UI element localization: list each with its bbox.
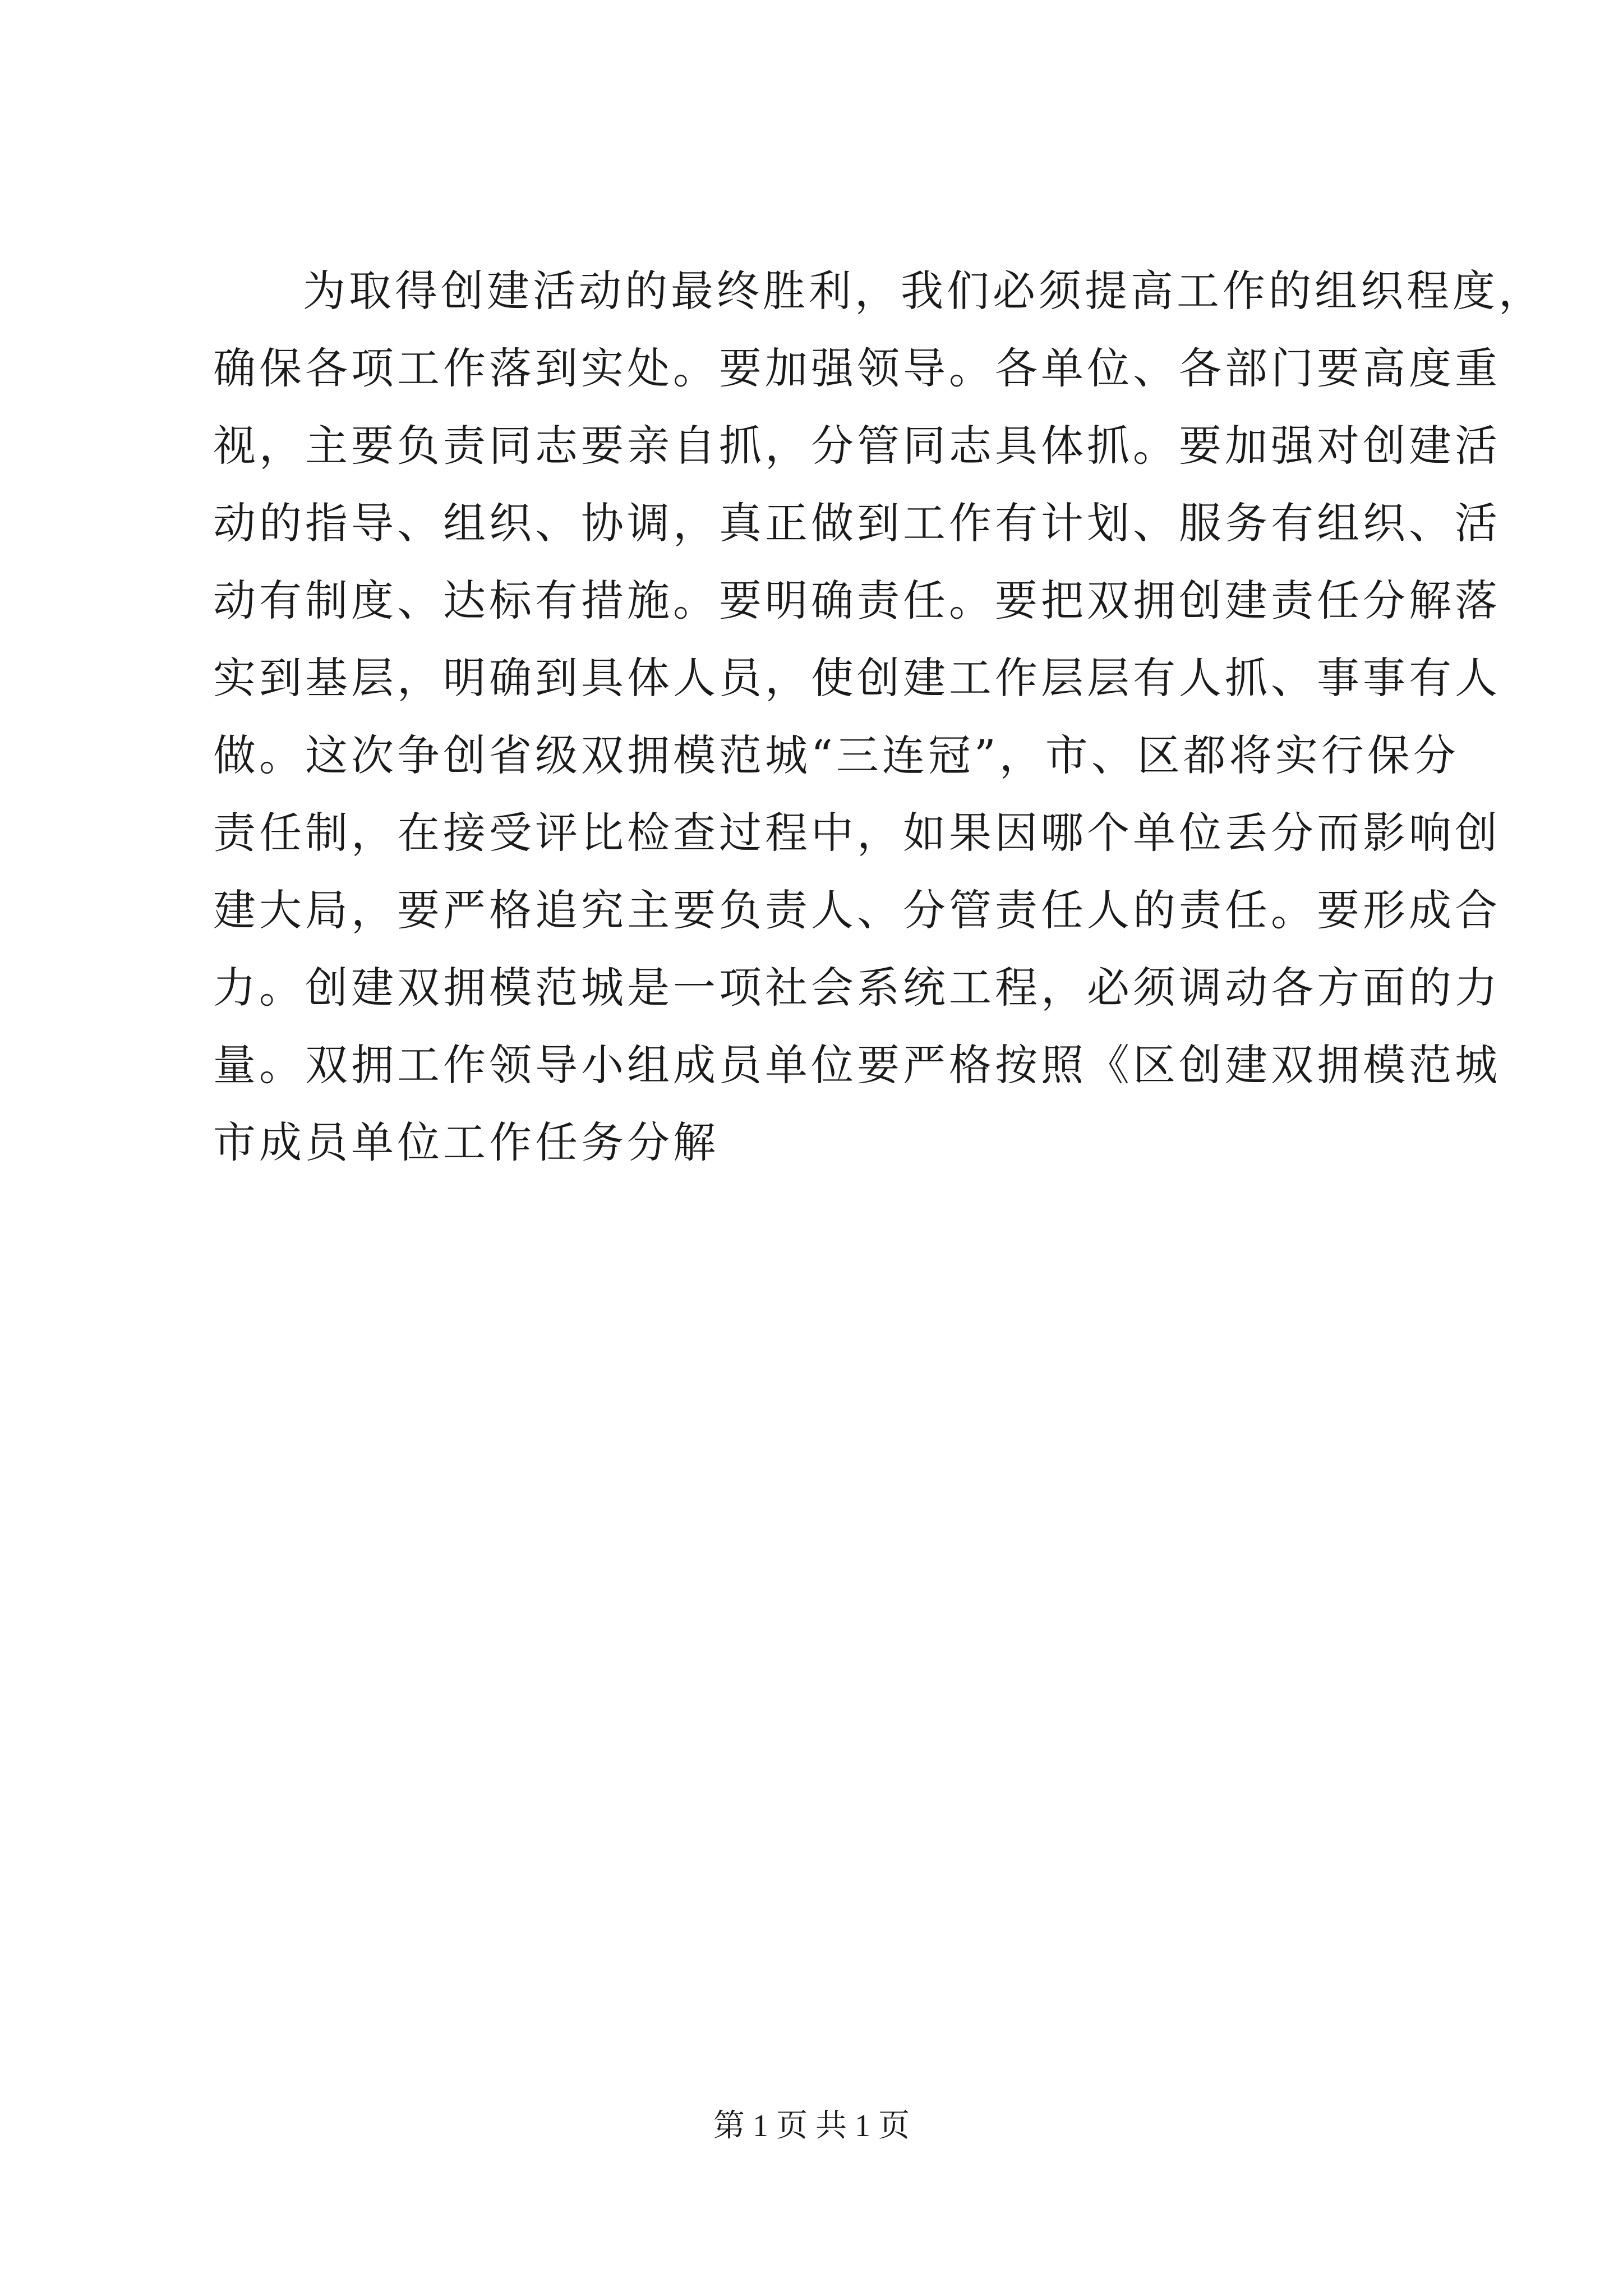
paragraph-line: 量。双拥工作领导小组成员单位要严格按照《区创建双拥模范城 (213, 1040, 1501, 1090)
paragraph-line: 建大局，要严格追究主要负责人、分管责任人的责任。要形成合 (213, 885, 1501, 935)
paragraph-line: 确保各项工作落到实处。要加强领导。各单位、各部门要高度重 (213, 343, 1501, 393)
paragraph-line: 责任制，在接受评比检查过程中，如果因哪个单位丢分而影响创 (213, 808, 1501, 858)
paragraph-line: 市成员单位工作任务分解 (213, 1117, 719, 1167)
paragraph-line: 视，主要负责同志要亲自抓，分管同志具体抓。要加强对创建活 (213, 421, 1501, 471)
paragraph-line: 实到基层，明确到具体人员，使创建工作层层有人抓、事事有人 (213, 653, 1501, 703)
paragraph-line: 为取得创建活动的最终胜利，我们必须提高工作的组织程度， (303, 266, 1544, 316)
body-paragraph (213, 252, 1544, 1181)
paragraph-line: 动有制度、达标有措施。要明确责任。要把双拥创建责任分解落 (213, 576, 1501, 625)
paragraph-line: 力。创建双拥模范城是一项社会系统工程，必须调动各方面的力 (213, 963, 1501, 1013)
paragraph-line: 做。这次争创省级双拥模范城“三连冠”，市、区都将实行保分 (213, 730, 1459, 780)
page-number-footer: 第 1 页 共 1 页 (713, 2109, 910, 2143)
paragraph-line: 动的指导、组织、协调，真正做到工作有计划、服务有组织、活 (213, 498, 1501, 548)
